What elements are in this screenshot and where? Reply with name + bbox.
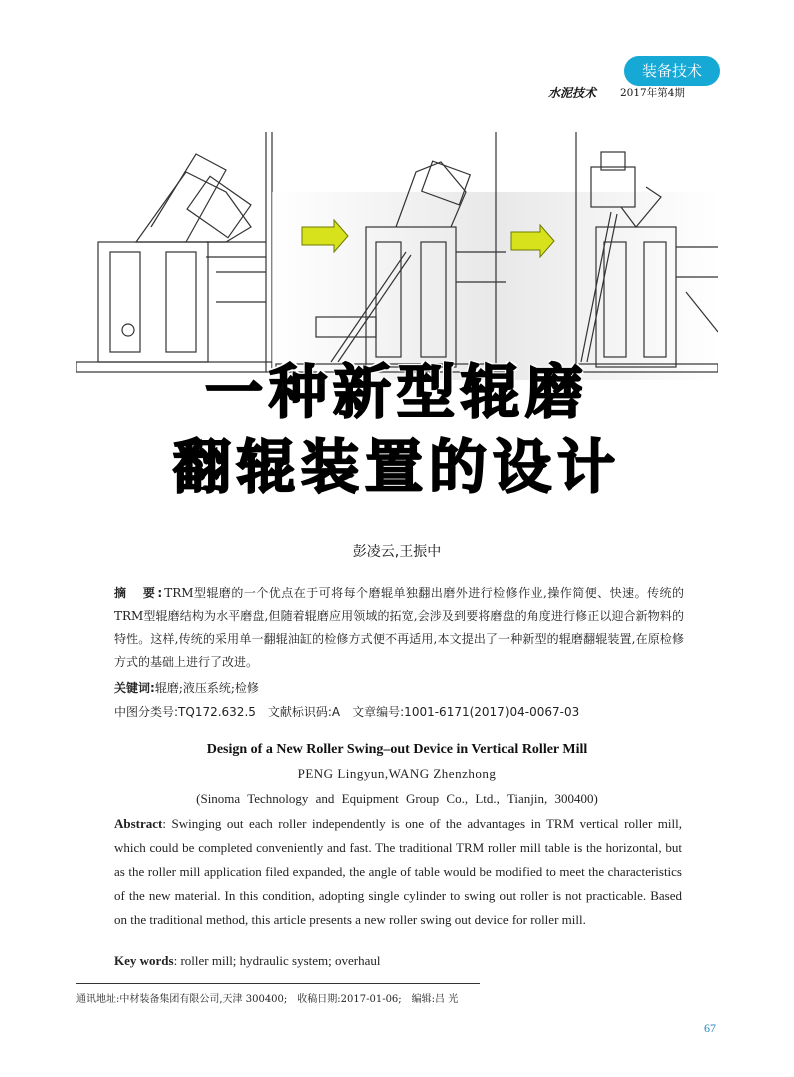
- english-affiliation: (Sinoma Technology and Equipment Group Co., Ltd., Tianjin, 300400): [196, 791, 598, 806]
- hero-illustration: [76, 132, 718, 380]
- english-title: Design of a New Roller Swing–out Device in Vertical Roller Mill: [206, 742, 588, 757]
- keywords-cn-text: 辊磨;液压系统;检修: [154, 681, 259, 695]
- footnote: 通讯地址:中材装备集团有限公司,天津 300400; 收稿日期:2017-01-06; 编辑:吕 光: [76, 994, 459, 1005]
- abstract-cn-label: 摘 要:: [114, 586, 165, 600]
- english-keywords: [114, 953, 682, 969]
- abstract-cn: [114, 582, 684, 674]
- journal-name: 水泥技术: [548, 86, 597, 100]
- english-authors: PENG Lingyun,WANG Zhenzhong: [297, 766, 497, 781]
- title-line-1: 一种新型辊磨: [204, 358, 589, 426]
- footnote-divider: [76, 983, 480, 984]
- keywords-cn: [114, 678, 684, 698]
- page-number: 67: [704, 1021, 716, 1035]
- english-abstract-label: Abstract: [114, 816, 163, 831]
- abstract-cn-text: TRM型辊磨的一个优点在于可将每个磨辊单独翻出磨外进行检修作业,操作简便、快速。传统的TRM型辊磨结构为水平磨盘,但随着辊磨应用领域的拓宽,会涉及到要将磨盘的角度进行修正以迎合新物料的特性。这样,传统的采用单一翻辊油缸的检修方式便不再适用,本文提出了一种新型的辊磨翻辊装置,在原检修方式的基础上进行了改进。: [114, 586, 684, 669]
- authors-cn: 彭凌云,王振中: [352, 544, 442, 560]
- section-badge: 装备技术: [624, 56, 720, 86]
- english-keywords-label: Key words: [114, 953, 174, 968]
- roller-mill-drawings: [76, 132, 718, 380]
- title-line-2: 翻辊装置的设计: [172, 433, 621, 501]
- english-keywords-text: : roller mill; hydraulic system; overhaul: [173, 953, 381, 968]
- keywords-cn-label: 关键词:: [114, 681, 155, 695]
- classification-line: 中图分类号:TQ172.632.5 文献标识码:A 文章编号:1001-6171(2017)04-0067-03: [114, 705, 580, 719]
- issue-label: 2017年第4期: [620, 87, 685, 99]
- english-abstract-text: : Swinging out each roller independently is one of the advantages in TRM vertical roller mill, which could be completed conveniently and fast. The traditional TRM roller mill table is the horizontal, but as the roller mill application filed expanded, the angle of table would be modified to meet the characteristics of the new material. In this condition, adopting single cylinder to swing out roller is not practicable. Based on the traditional method, this article presents a new roller swing out device for roller mill.: [114, 816, 682, 927]
- english-abstract: [114, 812, 682, 932]
- drawing-panel-1: [76, 132, 272, 380]
